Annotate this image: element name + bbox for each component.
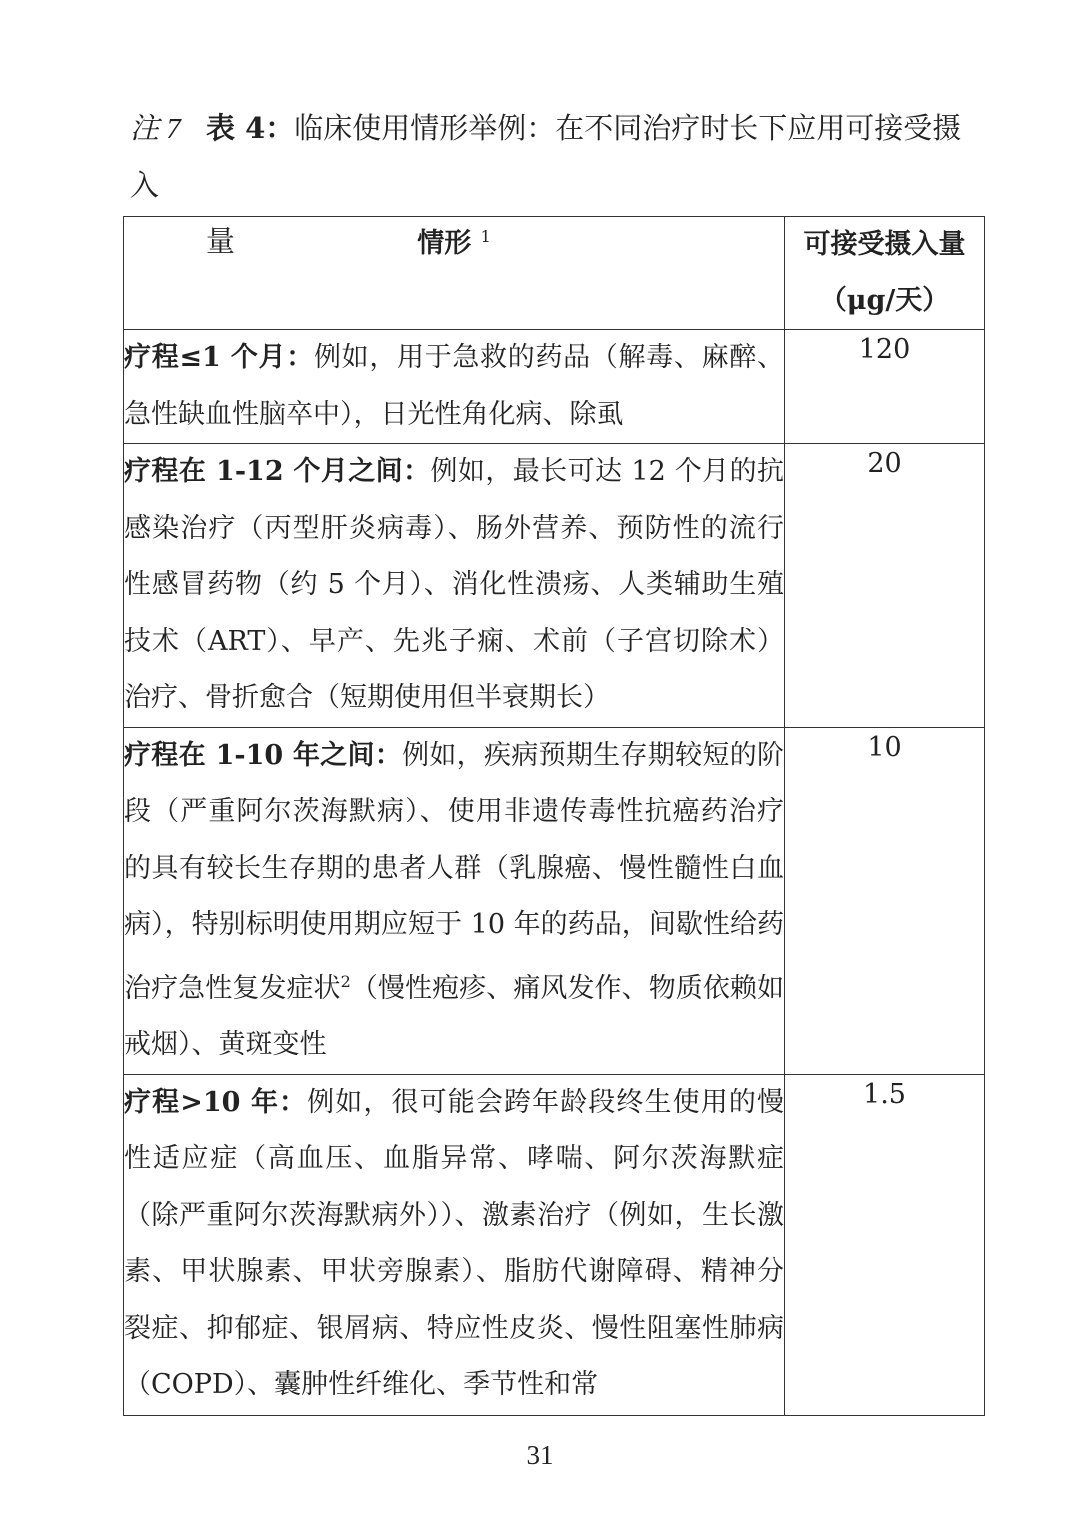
table-label: 表 4： (206, 111, 295, 145)
header-scenario (124, 217, 785, 330)
intake-value-cell (785, 727, 985, 1074)
scenario-cell (124, 727, 785, 1074)
table-title: 临床使用情形举例：在不同治疗时长下应用可接受摄入 (130, 111, 962, 202)
duration-label: 疗程>10 年： (124, 1086, 308, 1118)
table-row (124, 330, 985, 444)
header-acceptable-intake (785, 217, 985, 330)
note-number: 注 7 (130, 113, 181, 145)
scenario-examples-continued: （慢性疱疹、痛风发作、物质依赖如戒烟）、黄斑变性 (124, 972, 785, 1060)
scenario-examples: 例如，疾病预期生存期较短的阶段（严重阿尔茨海默病）、使用非遗传毒性抗癌药治疗的具有较长生存期的患者人群（乳腺癌、慢性髓性白血病），特别标明使用期应短于 10 年的药品，间歇性给药治疗急性复发症状 (124, 739, 784, 1004)
scenario-cell (124, 1074, 785, 1415)
header-intake-unit: （μg/天） (819, 285, 950, 316)
intake-value: 20 (867, 448, 902, 479)
intake-value-cell (785, 444, 985, 728)
intake-value-cell (785, 330, 985, 444)
scenario-examples: 例如，用于急救的药品（解毒、麻醉、急性缺血性脑卒中），日光性角化病、除虱 (124, 342, 784, 430)
table-title-continued: 量 (206, 224, 236, 258)
footnote-marker: 2 (340, 971, 351, 991)
intake-table (123, 216, 985, 1416)
header-intake-label: 可接受摄入量 (803, 229, 966, 260)
intake-value: 120 (858, 334, 911, 365)
duration-label: 疗程在 1-10 年之间： (124, 739, 403, 771)
table-header-row (124, 217, 985, 330)
page-number: 31 (526, 1440, 554, 1470)
intake-value-cell (785, 1074, 985, 1415)
scenario-examples: 例如，最长可达 12 个月的抗感染治疗（丙型肝炎病毒）、肠外营养、预防性的流行性感冒药物（约 5 个月）、消化性溃疡、人类辅助生殖技术（ART）、早产、先兆子痫、术前（子宫切除术）治疗、骨折愈合（短期使用但半衰期长） (124, 456, 784, 713)
intake-value: 10 (867, 731, 902, 763)
duration-label: 疗程在 1-12 个月之间： (124, 456, 431, 487)
table-row (124, 727, 985, 1074)
caption-line-1 (130, 100, 990, 213)
header-scenario-label: 情形 (417, 228, 472, 259)
table-row (124, 444, 985, 728)
scenario-cell (124, 444, 785, 728)
footnote-marker: 1 (480, 227, 491, 246)
scenario-examples: 例如，很可能会跨年龄段终生使用的慢性适应症（高血压、血脂异常、哮喘、阿尔茨海默症（除严重阿尔茨海默病外））、激素治疗（例如，生长激素、甲状腺素、甲状旁腺素）、脂肪代谢障碍、精神分裂症、抑郁症、银屑病、特应性皮炎、慢性阻塞性肺病（COPD）、囊肿性纤维化、季节性和常 (124, 1086, 784, 1400)
scenario-cell (124, 330, 785, 444)
intake-value: 1.5 (863, 1078, 906, 1110)
table-row (124, 1074, 985, 1415)
duration-label: 疗程≤1 个月： (124, 342, 314, 373)
